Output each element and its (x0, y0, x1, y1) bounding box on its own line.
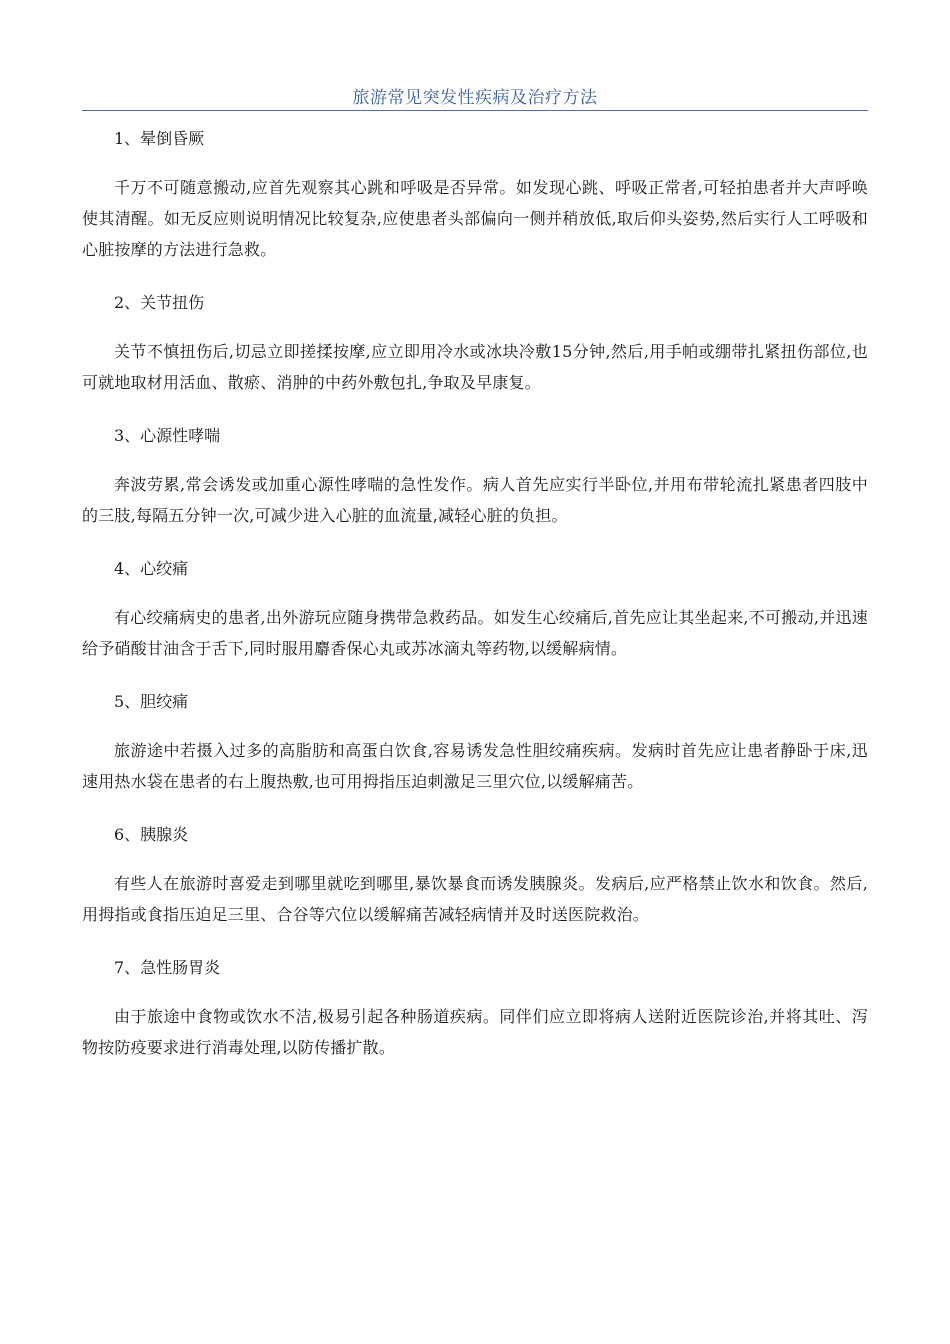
section-joint-sprain (82, 289, 868, 398)
section-body: 千万不可随意搬动,应首先观察其心跳和呼吸是否异常。如发现心跳、呼吸正常者,可轻拍患者并大声呼唤使其清醒。如无反应则说明情况比较复杂,应使患者头部偏向一侧并稍放低,取后仰头姿势,然后实行人工呼吸和心脏按摩的方法进行急救。 (82, 178, 868, 259)
section-biliary-colic (82, 688, 868, 797)
section-body: 旅游途中若摄入过多的高脂肪和高蛋白饮食,容易诱发急性胆绞痛疾病。发病时首先应让患者静卧于床,迅速用热水袋在患者的右上腹热敷,也可用拇指压迫刺激足三里穴位,以缓解痛苦。 (82, 741, 868, 791)
document-header (82, 80, 868, 111)
section-body: 奔波劳累,常会诱发或加重心源性哮喘的急性发作。病人首先应实行半卧位,并用布带轮流扎紧患者四肢中的三肢,每隔五分钟一次,可减少进入心脏的血流量,减轻心脏的负担。 (82, 475, 868, 525)
section-body: 有些人在旅游时喜爱走到哪里就吃到哪里,暴饮暴食而诱发胰腺炎。发病后,应严格禁止饮水和饮食。然后,用拇指或食指压迫足三里、合谷等穴位以缓解痛苦减轻病情并及时送医院救治。 (82, 874, 868, 924)
section-heading: 1、晕倒昏厥 (114, 129, 205, 148)
section-pancreatitis (82, 821, 868, 930)
section-body: 关节不慎扭伤后,切忌立即搓揉按摩,应立即用冷水或冰块冷敷15分钟,然后,用手帕或绷带扎紧扭伤部位,也可就地取材用活血、散瘀、消肿的中药外敷包扎,争取及早康复。 (82, 342, 868, 392)
section-fainting (82, 125, 868, 265)
document-title: 旅游常见突发性疾病及治疗方法 (352, 88, 598, 108)
section-heading: 5、胆绞痛 (114, 692, 189, 711)
section-heading: 2、关节扭伤 (114, 293, 205, 312)
section-heading: 4、心绞痛 (114, 559, 189, 578)
section-body: 由于旅途中食物或饮水不洁,极易引起各种肠道疾病。同伴们应立即将病人送附近医院诊治,并将其吐、泻物按防疫要求进行消毒处理,以防传播扩散。 (82, 1007, 868, 1057)
section-body: 有心绞痛病史的患者,出外游玩应随身携带急救药品。如发生心绞痛后,首先应让其坐起来,不可搬动,并迅速给予硝酸甘油含于舌下,同时服用麝香保心丸或苏冰滴丸等药物,以缓解病情。 (82, 608, 868, 658)
section-heading: 3、心源性哮喘 (114, 426, 221, 445)
section-gastroenteritis (82, 954, 868, 1063)
section-angina (82, 555, 868, 664)
section-heading: 7、急性肠胃炎 (114, 958, 221, 977)
section-cardiac-asthma (82, 422, 868, 531)
section-heading: 6、胰腺炎 (114, 825, 189, 844)
document-content (82, 125, 868, 1063)
